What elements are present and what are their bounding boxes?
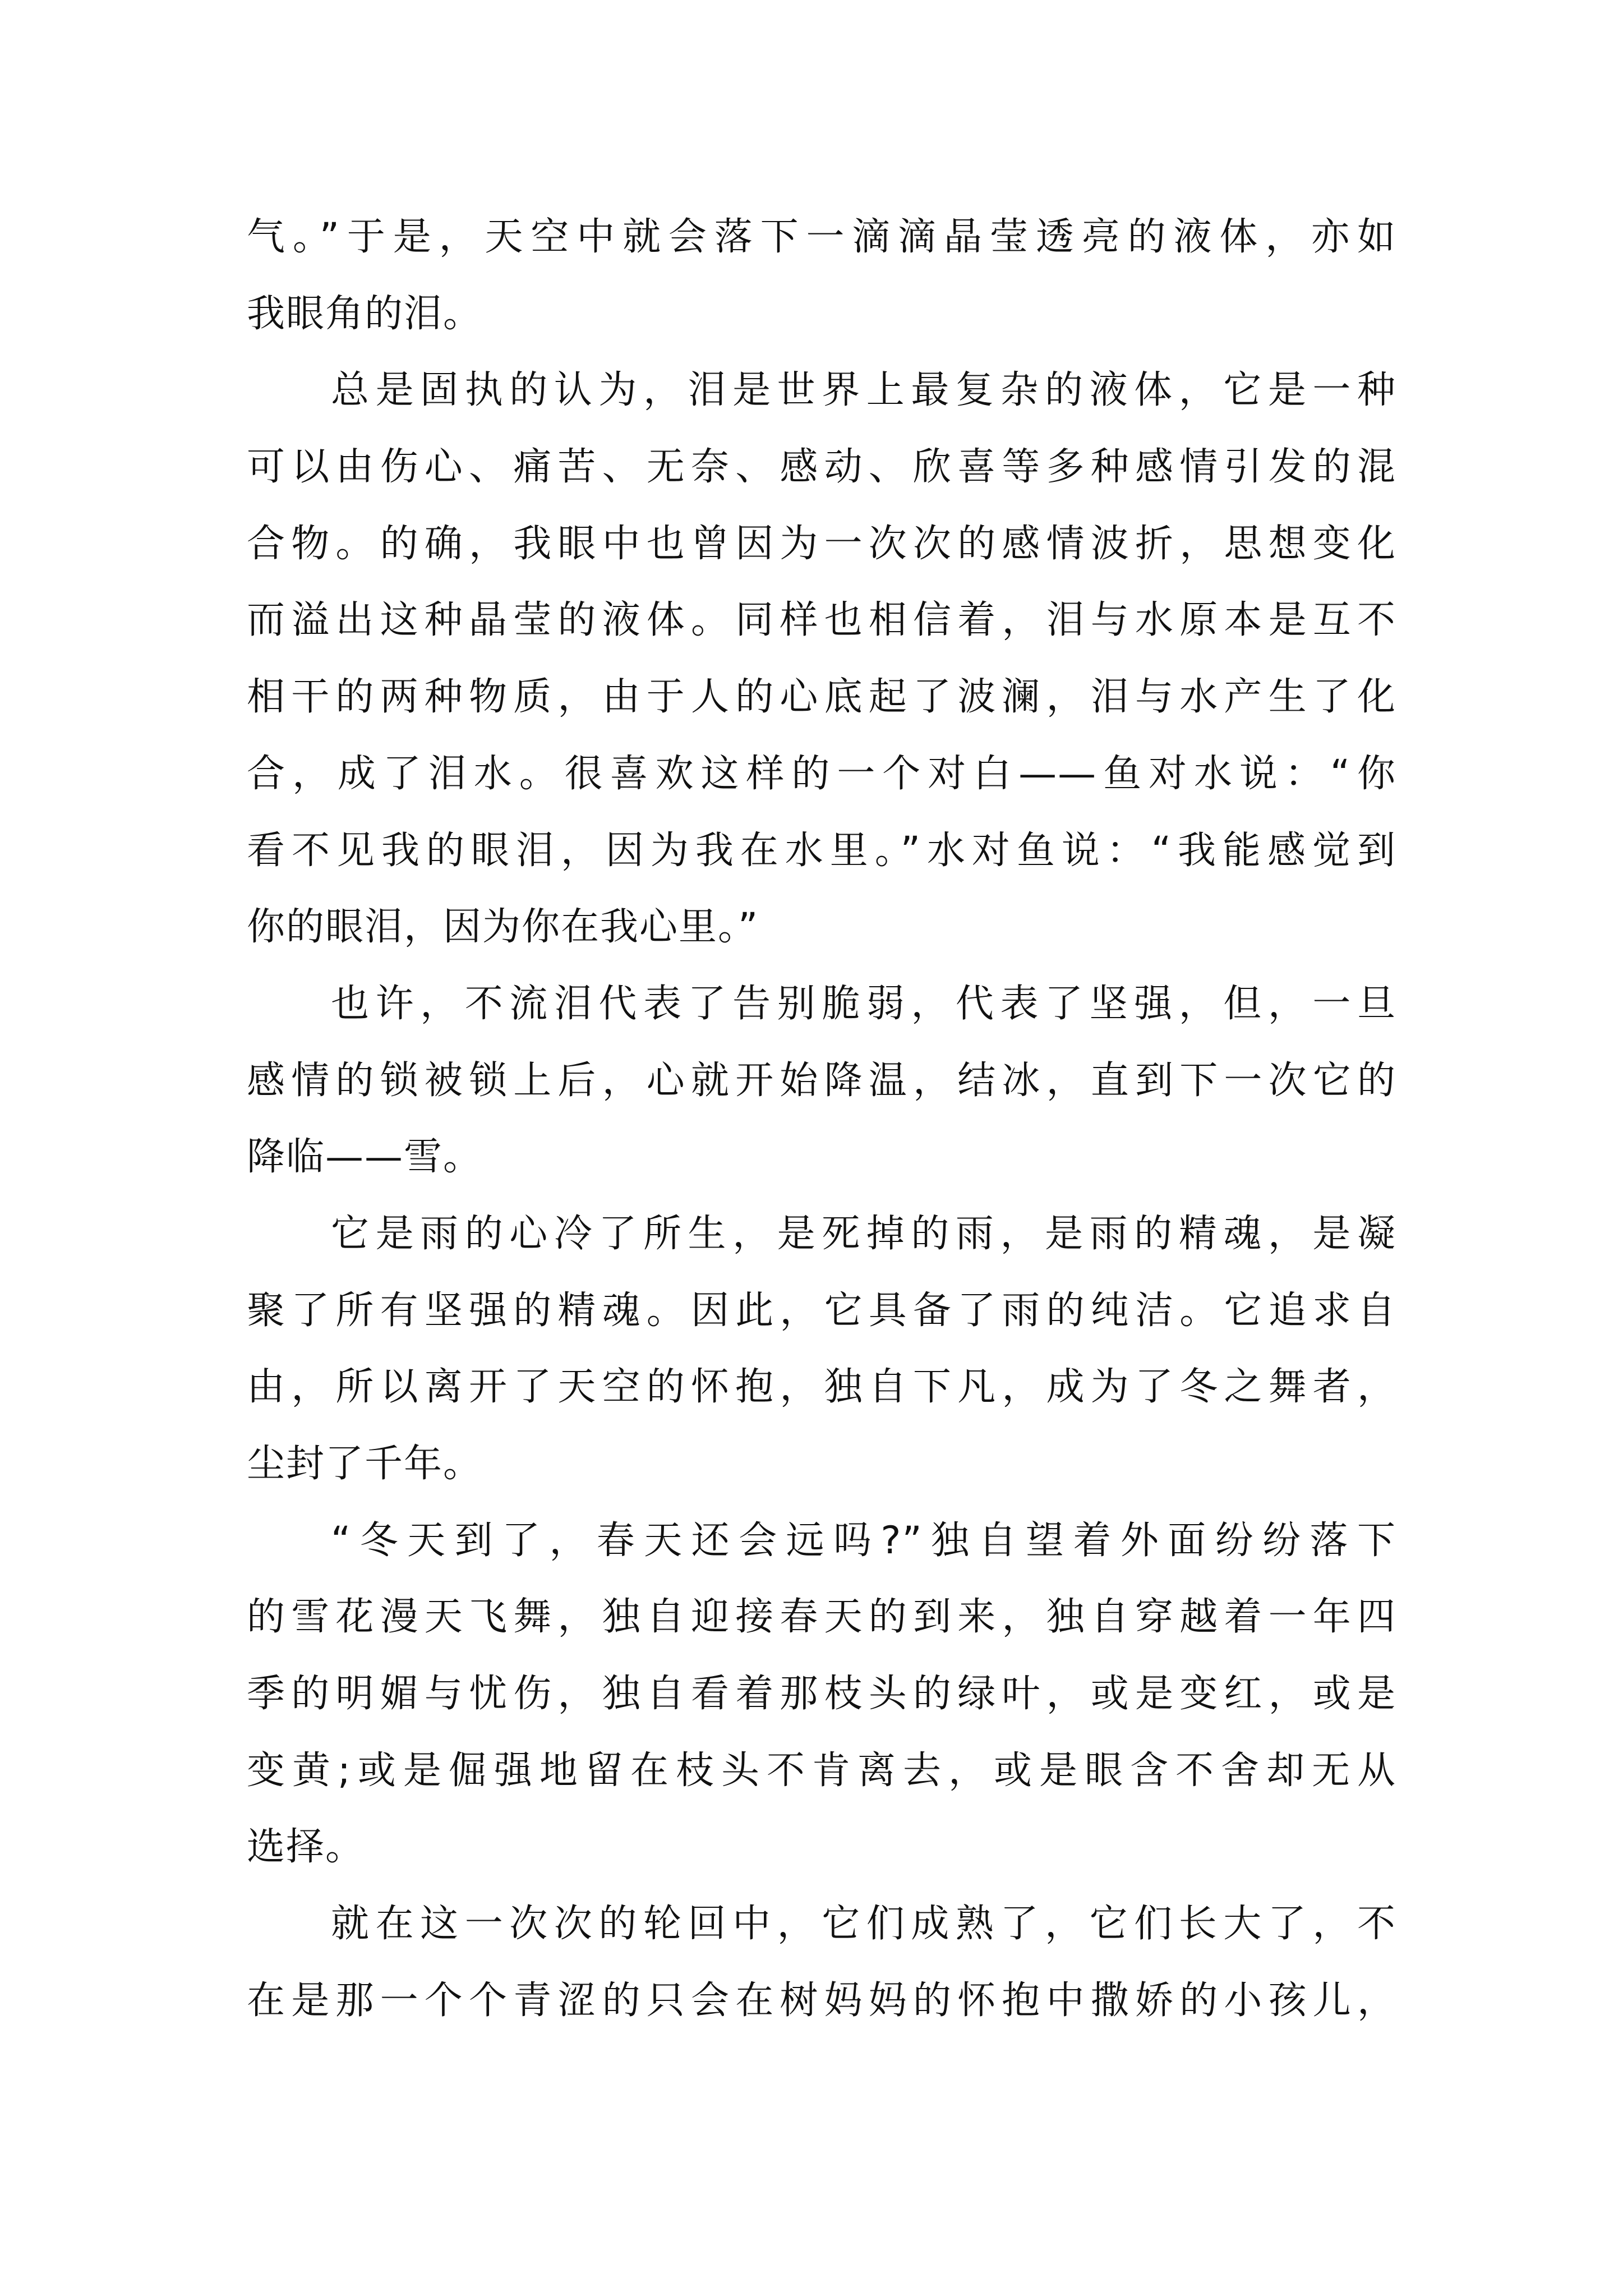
text-line: 由，所以离开了天空的怀抱，独自下凡，成为了冬之舞者，: [247, 1365, 1396, 1410]
text-line: 尘封了千年。: [247, 1442, 483, 1486]
text-line: 看不见我的眼泪，因为我在水里。”水对鱼说：“我能感觉到: [247, 828, 1396, 873]
text-line: “冬天到了，春天还会远吗?”独自望着外面纷纷落下: [331, 1518, 1396, 1563]
text-line: 气。”于是，天空中就会落下一滴滴晶莹透亮的液体，亦如: [247, 215, 1396, 259]
text-line: 季的明媚与忧伤，独自看着那枝头的绿叶，或是变红，或是: [247, 1672, 1396, 1717]
text-line: 合物。的确，我眼中也曾因为一次次的感情波折，思想变化: [247, 521, 1396, 566]
text-line: 我眼角的泪。: [247, 291, 483, 336]
text-line: 可以由伤心、痛苦、无奈、感动、欣喜等多种感情引发的混: [247, 445, 1396, 490]
text-line: 而溢出这种晶莹的液体。同样也相信着，泪与水原本是互不: [247, 598, 1396, 643]
body-text: [247, 199, 1396, 2040]
text-line: 就在这一次次的轮回中，它们成熟了，它们长大了，不: [331, 1902, 1396, 1947]
text-line: 也许，不流泪代表了告别脆弱，代表了坚强，但，一旦: [331, 981, 1396, 1026]
text-line: 感情的锁被锁上后，心就开始降温，结冰，直到下一次它的: [247, 1058, 1396, 1103]
text-line: 在是那一个个青涩的只会在树妈妈的怀抱中撒娇的小孩儿，: [247, 1978, 1396, 2023]
text-line: 总是固执的认为，泪是世界上最复杂的液体，它是一种: [331, 368, 1396, 413]
text-line: 选择。: [247, 1825, 365, 1870]
text-line: 聚了所有坚强的精魂。因此，它具备了雨的纯洁。它追求自: [247, 1288, 1396, 1333]
text-line: 它是雨的心冷了所生，是死掉的雨，是雨的精魂，是凝: [331, 1211, 1396, 1256]
text-line: 相干的两种物质，由于人的心底起了波澜，泪与水产生了化: [247, 675, 1396, 720]
text-line: 你的眼泪，因为你在我心里。”: [247, 905, 759, 950]
text-line: 的雪花漫天飞舞，独自迎接春天的到来，独自穿越着一年四: [247, 1595, 1396, 1640]
text-line: 变黄;或是倔强地留在枝头不肯离去，或是眼含不舍却无从: [247, 1748, 1396, 1793]
text-line: 合，成了泪水。很喜欢这样的一个对白——鱼对水说：“你: [247, 751, 1396, 796]
text-line: 降临——雪。: [247, 1135, 483, 1180]
